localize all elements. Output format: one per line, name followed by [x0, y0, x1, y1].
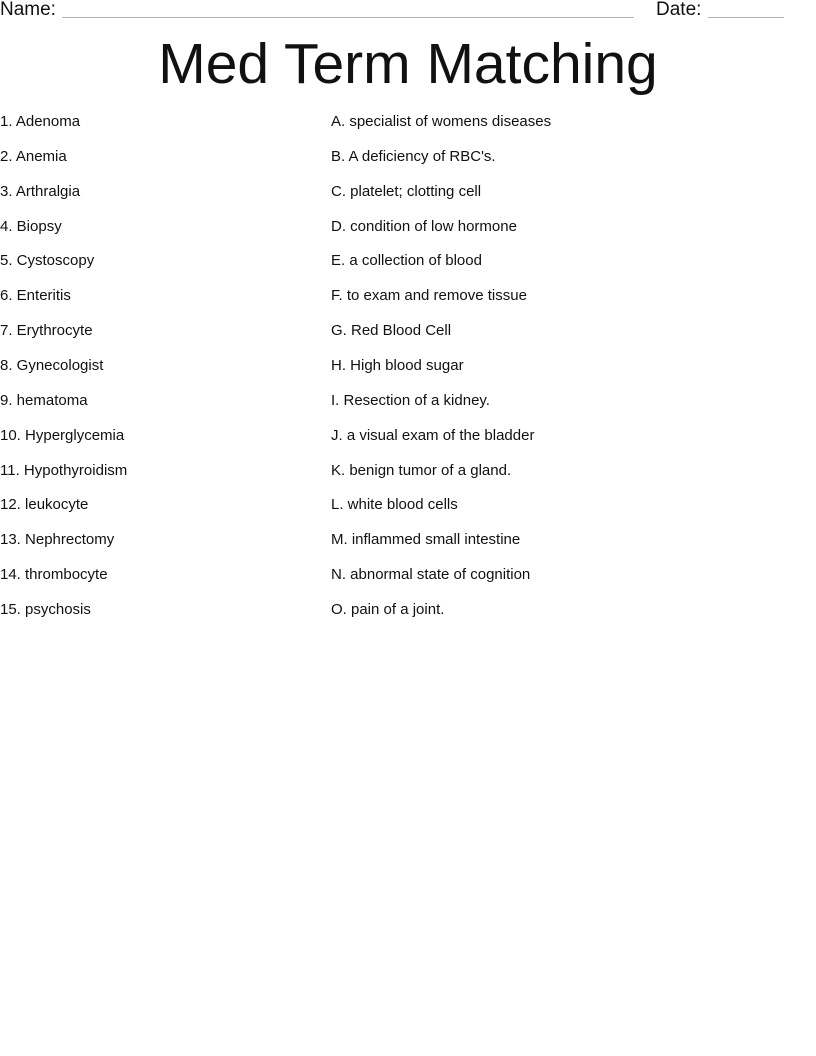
definition-item: H. High blood sugar — [331, 357, 464, 375]
definition-item: B. A deficiency of RBC's. — [331, 147, 496, 165]
terms-column — [0, 113, 127, 636]
definition-item: G. Red Blood Cell — [331, 322, 452, 340]
term-item: 4. Biopsy — [0, 217, 62, 235]
term-item: 9. hematoma — [0, 391, 88, 409]
definitions-column — [331, 113, 551, 636]
definition-item: O. pain of a joint. — [331, 601, 445, 619]
definition-item: N. abnormal state of cognition — [331, 566, 531, 584]
name-blank-line[interactable] — [62, 17, 634, 18]
definition-item: L. white blood cells — [331, 496, 458, 514]
term-item: 15. psychosis — [0, 601, 91, 619]
definition-item: D. condition of low hormone — [331, 217, 517, 235]
definition-item: M. inflammed small intestine — [331, 531, 521, 549]
term-item: 12. leukocyte — [0, 496, 89, 514]
term-item: 11. Hypothyroidism — [0, 461, 128, 479]
term-item: 8. Gynecologist — [0, 357, 104, 375]
term-item: 2. Anemia — [0, 147, 67, 165]
term-item: 10. Hyperglycemia — [0, 426, 125, 444]
term-item: 7. Erythrocyte — [0, 322, 93, 340]
term-item: 14. thrombocyte — [0, 566, 108, 584]
date-label: Date: — [656, 0, 702, 20]
worksheet-title: Med Term Matching — [158, 32, 658, 96]
definition-item: K. benign tumor of a gland. — [331, 461, 512, 479]
name-label: Name: — [0, 0, 56, 20]
definition-item: J. a visual exam of the bladder — [331, 426, 535, 444]
term-item: 13. Nephrectomy — [0, 531, 115, 549]
definition-item: E. a collection of blood — [331, 252, 482, 270]
date-blank-line[interactable] — [708, 17, 784, 18]
term-item: 1. Adenoma — [0, 113, 81, 130]
term-item: 5. Cystoscopy — [0, 252, 95, 270]
term-item: 6. Enteritis — [0, 287, 71, 305]
term-item: 3. Arthralgia — [0, 182, 81, 200]
definition-item: C. platelet; clotting cell — [331, 182, 482, 200]
definition-item: A. specialist of womens diseases — [331, 113, 552, 130]
name-date-header — [0, 0, 816, 22]
definition-item: I. Resection of a kidney. — [331, 391, 490, 409]
definition-item: F. to exam and remove tissue — [331, 287, 527, 305]
